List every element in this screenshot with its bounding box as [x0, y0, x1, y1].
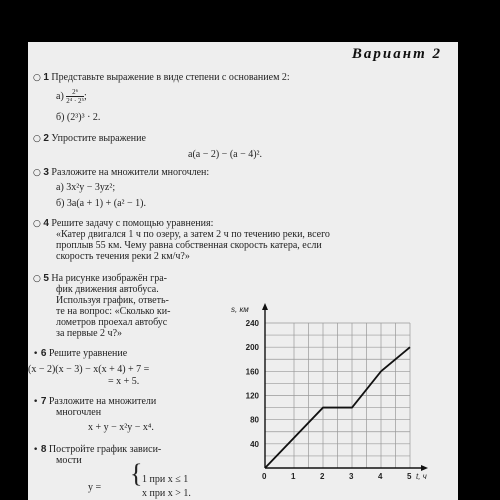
task-1a-label: а) [56, 90, 64, 102]
task-number: 4 [43, 218, 49, 229]
task-marker: ○ [33, 219, 41, 229]
task-5-line: На рисунке изображён гра- [51, 273, 167, 284]
task-3-text: Разложите на множители многочлен: [51, 167, 210, 178]
y-tick-label: 80 [250, 415, 259, 425]
task-1a-tail: ; [84, 90, 87, 102]
piecewise-brace: { [130, 459, 143, 488]
task-5-line: фик движения автобуса. [56, 284, 159, 295]
task-1-text: Представьте выражение в виде степени с основанием 2: [51, 72, 290, 83]
task-5-line: Используя график, ответь- [56, 295, 169, 306]
x-axis-arrow [421, 465, 428, 471]
task-8-line: мости [56, 455, 82, 466]
task-6-line2: = x + 5. [108, 376, 140, 387]
task-2-expr: a(a − 2) − (a − 4)². [188, 149, 263, 160]
y-tick-label: 240 [245, 319, 259, 328]
y-tick-label: 200 [245, 343, 259, 353]
task-4-line: скорость течения реки 2 км/ч?» [56, 251, 190, 262]
x-axis-label: t, ч [416, 472, 427, 481]
task-1a [56, 88, 87, 105]
task-marker: • [33, 349, 39, 359]
task-1b-label: б) [56, 112, 65, 123]
task-5-line: те на вопрос: «Сколько ки- [56, 306, 171, 317]
task-1b [56, 112, 100, 124]
task-number: 1 [43, 72, 49, 83]
task-2-text: Упростите выражение [51, 133, 146, 144]
task-4-line: «Катер двигался 1 ч по озеру, а затем 2 ч по течению реки, всего [56, 229, 330, 240]
task-number: 7 [40, 396, 47, 407]
task-5-line: за первые 2 ч?» [56, 328, 123, 339]
task-marker: ○ [33, 73, 41, 83]
task-3b: б) 3a(a + 1) + (a² − 1). [56, 198, 146, 209]
task-7-expr: x + y − x²y − x⁴. [88, 422, 154, 433]
y-axis-label: s, км [231, 305, 249, 314]
y-axis-arrow [262, 303, 268, 310]
task-7-line: Разложите на множители [48, 396, 157, 407]
x-tick-label: 3 [349, 472, 354, 481]
task-6-text: Решите уравнение [48, 348, 128, 359]
task-6 [33, 348, 127, 361]
piecewise-case-2: x при x > 1. [142, 488, 191, 499]
task-8-piecewise [88, 459, 208, 500]
variant-title: Вариант 2 [351, 46, 442, 62]
fraction-numerator: 2⁶ [66, 88, 84, 97]
task-number: 8 [40, 444, 47, 455]
task-marker: • [33, 445, 39, 455]
task-3a: а) 3x²y − 3yz²; [56, 182, 116, 193]
task-7-line: многочлен [56, 407, 102, 418]
x-tick-label: 4 [378, 472, 383, 481]
x-tick-label: 2 [320, 472, 325, 481]
task-marker: ○ [33, 168, 41, 178]
y-tick-label: 40 [250, 439, 259, 449]
task-8 [33, 444, 161, 457]
task-number: 3 [43, 167, 49, 178]
task-2 [33, 133, 146, 146]
task-marker: ○ [33, 274, 41, 284]
y-tick-label: 160 [245, 367, 259, 377]
task-4-line: Решите задачу с помощью уравнения: [51, 218, 214, 229]
task-marker: • [33, 397, 39, 407]
task-8-line: Постройте график зависи- [48, 444, 162, 455]
bus-motion-chart [228, 276, 458, 500]
task-1 [33, 72, 290, 85]
worksheet [28, 42, 458, 500]
x-tick-label: 5 [407, 472, 412, 481]
task-1a-fraction [66, 88, 84, 105]
piecewise-case-1: 1 при x ≤ 1 [142, 474, 189, 485]
task-number: 2 [43, 133, 49, 144]
task-3 [33, 167, 209, 180]
fraction-denominator: 2⁴ · 2⁵ [66, 97, 84, 105]
x-tick-label: 1 [291, 472, 296, 481]
task-1b-expr: (2³)³ · 2. [66, 112, 101, 123]
y-tick-label: 120 [245, 391, 259, 401]
task-6-line1: (x − 2)(x − 3) − x(x + 4) + 7 = [28, 364, 150, 375]
x-tick-label: 0 [262, 472, 267, 481]
task-number: 6 [40, 348, 47, 359]
task-5-line: лометров проехал автобус [56, 317, 168, 328]
task-4-line: проплыв 55 км. Чему равна собственная скорость катера, если [56, 240, 322, 251]
piecewise-lhs: y = [88, 482, 102, 493]
task-number: 5 [43, 273, 49, 284]
task-marker: ○ [33, 134, 41, 144]
